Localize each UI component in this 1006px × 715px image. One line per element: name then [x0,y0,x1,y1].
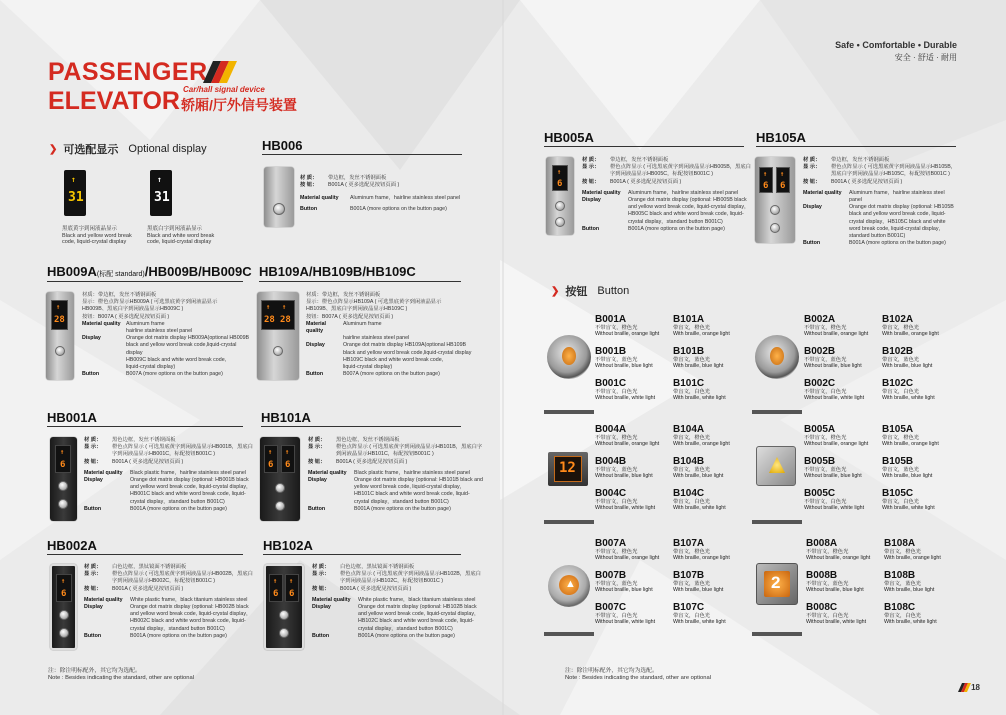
hb006-spec: 材 质： 带边框，发丝不锈钢面板 按 钮： B001A ( 更多选配见按钮页面 ) Material quality Aluminum frame，hairline stainless steel panel Button B001A (more options on the button page) [300,175,461,212]
page-number: 18 [971,683,980,692]
model-hb109: HB109A/HB109B/HB109C [259,264,416,279]
button-item: B002B 不带盲文，蓝色光 Without braille, blue light [804,346,862,370]
optional-display-heading [49,141,207,157]
down-button-icon [555,217,565,227]
model-hb005: HB005A [544,130,594,145]
divider [47,426,243,427]
down-button-icon [59,628,69,638]
button-b005-image [756,446,796,486]
button-item: B104C 带盲文，白色光 With braille, white light [673,488,726,512]
up-arrow-icon: ↑ [266,303,271,311]
up-arrow-icon: ↑ [557,168,562,176]
stripes-logo [203,61,239,83]
up-arrow-icon: ↑ [763,170,768,178]
hb009-panel: ↑ 28 [46,292,74,380]
divider [263,554,461,555]
hb001-spec: 材 质： 黑色边框，发丝不锈钢面板 显 示： 橙色点阵显示 ( 可选黑底黄字到闲液晶显示HB001B，黑底白字到闲液晶显示HB001C，标配按钮B001C ) 按 钮： B001A ( 更多选配见按钮页面 ) Material quality Black plastic frame，hairline stainless steel panel Display Orange dot matrix display (optional: HB001B black and yellow word break code, liquid-crystal display，HB001C black and white word break code, liquid-crystal display，standard button B001C) Button B001A (more options on the button page) [84,437,253,512]
button-heading [551,283,629,299]
model-hb006: HB006 [262,138,303,153]
button-item: B007A 不带盲文，橙色光 Without braille, orange light [595,538,660,562]
down-button-icon [279,628,289,638]
divider [544,410,594,414]
button-item: B107B 带盲文，蓝色光 With braille, blue light [673,570,724,594]
hb002-spec: 材 质： 白色边框，黑钛镜面不锈钢面板 显 示： 橙色点阵显示 ( 可选黑底黄字到闲液晶显示HB002B，黑底白字到闲液晶显示HB002C，标配按钮B001C ) 按 钮： B001A ( 更多选配见按钮页面 ) Material quality White plastic frame，black titanium stainless steel Display Orange dot matrix display (optional: HB002B black and yellow word break code, liquid-crystal display，HB002C black and white word break code, liquid-crystal display，standard button B001C) Button B001A (more options on the button page) [84,564,253,639]
up-button-icon [279,610,289,620]
up-arrow-icon: ↑ [157,175,162,184]
lcd-yellow-display: ↑ 31 [64,170,86,216]
hb101-panel: ↑ 6 ↑ 6 [260,437,300,521]
up-button-icon [275,483,285,493]
model-hb102: HB102A [263,538,313,553]
button-item: B008C 不带盲文，白色光 Without braille, white light [806,602,867,626]
tagline-cn: 安全 · 舒适 · 耐用 [894,53,957,62]
button-item: B105A 带盲文，橙色光 With braille, orange light [882,424,939,448]
button-item: B001A 不带盲文，橙色光 Without braille, orange light [595,314,660,338]
hb102-spec: 材 质： 白色边框，黑钛镜面不锈钢面板 显 示： 橙色点阵显示 ( 可选黑底黄字到闲液晶显示HB102B，黑底白字到闲液晶显示HB102C，标配按钮B001C ) 按 钮： B001A ( 更多选配见按钮页面 ) Material quality White plastic frame，black titanium stainless steel Display Orange dot matrix display (optional: HB102B black and yellow word break code, liquid-crystal display，HB102C black and white word break code, liquid-crystal display，standard button B001C) Button B001A (more options on the button page) [312,564,481,639]
button-item: B001B 不带盲文，蓝色光 Without braille, blue light [595,346,653,370]
hb009-spec: 材质：带边框，发丝不锈钢面板 显示：橙色点阵显示HB009A ( 可选黑底黄字到闲液晶显示 HB009B、黑底白字到闲液晶显示HB009C ) 按钮：B007A ( 更多选配见按钮页面 ) Material quality Aluminum frame hairline stainless steel panel Display Orange dot matrix display HB009A(optional HB009B black and yellow word break code,liquid-crystal display HB009C black and white word break code, liquid-crystal display) Button B007A (more options on the button page) [82,292,250,378]
button-b001-image [547,335,591,379]
divider [47,554,243,555]
button-item: B001C 不带盲文，白色光 Without braille, white light [595,378,656,402]
button-item: B007C 不带盲文，白色光 Without braille, white light [595,602,656,626]
button-item: B105B 带盲文，蓝色光 With braille, blue light [882,456,933,480]
button-b007-image [548,565,590,607]
up-arrow-icon: ↑ [780,170,785,178]
divider [752,410,802,414]
call-button-icon [273,346,283,356]
button-b008-image: 2 [756,563,798,605]
hb002-panel: ↑ 6 [50,564,77,650]
hb001-panel: ↑ 6 [50,437,77,521]
heading-en: Button [597,285,630,297]
button-item: B002A 不带盲文，橙色光 Without braille, orange light [804,314,869,338]
lcd-white-display: ↑ 31 [150,170,172,216]
up-arrow-icon: ↑ [289,577,294,585]
hb101-spec: 材 质： 黑色边框，发丝不锈钢面板 显 示： 橙色点阵显示 ( 可选黑底黄字到闲液晶显示HB101B，黑底白字到闲液晶显示HB101C，标配按钮B001C ) 按 钮： B001A ( 更多选配见按钮页面 ) Material quality Black plastic frame，hairline stainless steel panel Display Orange dot matrix display (optional: HB101B black and yellow word break code, liquid-crystal display，HB101C black and white word break code, liquid-crystal display，standard button B001C) Button B001A (more options on the button page) [308,437,483,512]
down-button-icon [770,223,780,233]
up-arrow-icon: ↑ [268,448,273,456]
button-item: B101C 带盲文，白色光 With braille, white light [673,378,726,402]
button-item: B102C 带盲文，白色光 With braille, white light [882,378,935,402]
divider [752,520,802,524]
hb105-spec: 材 质： 带边框，发丝不锈钢面板 显 示： 橙色点阵显示 ( 可选黑底黄字到闲液晶显示HB105B，黑底白字到闲液晶显示HB105C，标配按钮B001C ) 按 钮： B001A ( 更多选配见按钮页面 ) Material quality Aluminum frame，hairline stainless steel panel Display Orange dot matrix display (optional: HB105B black and yellow word break code, liquid-crystal display，HB105C black and white word break code, liquid-crystal display，standard button B001C) Button B001A (more options on the button page) [803,157,957,247]
up-button-icon [555,201,565,211]
stripes-small-icon [958,683,972,692]
button-item: B102B 带盲文，蓝色光 With braille, blue light [882,346,933,370]
button-b004-image: 12 [548,452,588,486]
divider [47,281,243,282]
button-item: B101B 带盲文，蓝色光 With braille, blue light [673,346,724,370]
button-item: B104B 带盲文，蓝色光 With braille, blue light [673,456,724,480]
hb005-panel: ↑ 6 [546,157,574,235]
title-elevator: ELEVATOR [48,87,180,115]
hb005-spec: 材 质： 带边框，发丝不锈钢面板 显 示： 橙色点阵显示 ( 可选黑底黄字到闲液晶显示HB005B，黑底白字到闲液晶显示HB005C，标配按钮B001C ) 按 钮： B001A ( 更多选配见按钮页面 ) Material quality Aluminum frame，hairline stainless steel panel Display Orange dot matrix display (optional: HB005B black and yellow word break code, liquid-crystal display，HB005C black and white word break code, liquid-crystal display，standard button B001C) Button B001A (more options on the button page) [582,157,751,232]
button-item: B104A 带盲文，橙色光 With braille, orange light [673,424,730,448]
model-hb009: HB009A(标配 standard)/HB009B/HB009C [47,264,252,279]
button-item: B108C 带盲文，白色光 With braille, white light [884,602,937,626]
button-item: B108B 带盲文，蓝色光 With braille, blue light [884,570,935,594]
button-item: B107A 带盲文，橙色光 With braille, orange light [673,538,730,562]
model-hb105: HB105A [756,130,806,145]
heading-cn: 按钮 [565,286,588,298]
button-item: B005B 不带盲文，蓝色光 Without braille, blue light [804,456,862,480]
divider [544,146,744,147]
divider [261,426,461,427]
up-arrow-icon: ↑ [61,577,66,585]
hb006-panel [264,167,294,227]
button-item: B007B 不带盲文，蓝色光 Without braille, blue light [595,570,653,594]
arrow-icon: ❯ [49,143,58,155]
up-arrow-icon: ↑ [56,303,61,311]
hb109-panel: ↑ 28 ↑ 28 [257,292,299,380]
button-item: B107C 带盲文，白色光 With braille, white light [673,602,726,626]
divider [752,632,802,636]
down-button-icon [275,501,285,511]
tagline-en: Safe • Comfortable • Durable [835,40,957,50]
note-left: 注：除注明标配外，其它均为选配。 Note : Besides indicating the standard, other are optional [48,668,194,681]
button-item: B004B 不带盲文，蓝色光 Without braille, blue light [595,456,653,480]
call-button-icon [55,346,65,356]
button-item: B004A 不带盲文，橙色光 Without braille, orange light [595,424,660,448]
hb109-spec: 材质：带边框，发丝不锈钢面板 显示：橙色点阵显示HB109A ( 可选黑底黄字到闲液晶显示 HB109B、黑底白字到闲液晶显示HB109C ) 按钮：B007A ( 更多选配见按钮页面 ) Material quality Aluminum frame hairline stainless steel panel Display Orange dot matrix display HB109A(optional HB109B black and yellow word break code,liquid-crystal display HB109C black and white word break code, liquid-crystal display) Button B007A (more options on the button page) [306,292,472,378]
arrow-icon: ❯ [551,285,560,297]
display-caption-white: 黑底白字到闲液晶显示 Black and white word break code, liquid-crystal display [147,226,215,245]
button-item: B004C 不带盲文，白色光 Without braille, white light [595,488,656,512]
up-button-icon [770,205,780,215]
button-item: B005A 不带盲文，橙色光 Without braille, orange light [804,424,869,448]
up-arrow-icon: ↑ [273,577,278,585]
up-arrow-icon: ↑ [60,448,65,456]
up-arrow-icon: ↑ [71,175,76,184]
model-hb001: HB001A [47,410,97,425]
button-item: B002C 不带盲文，白色光 Without braille, white light [804,378,865,402]
button-item: B105C 带盲文，白色光 With braille, white light [882,488,935,512]
divider [756,146,956,147]
display-caption-yellow: 黑底黄字到闲液晶显示 Black and yellow word break code, liquid-crystal display [62,226,132,245]
up-button-icon [58,481,68,491]
subtitle-en: Car/hall signal device [183,85,265,94]
divider [544,632,594,636]
button-item: B102A 带盲文，橙色光 With braille, orange light [882,314,939,338]
up-arrow-icon: ↑ [285,448,290,456]
up-button-icon [59,610,69,620]
subtitle-cn: 轿厢/厅外信号装置 [181,97,297,113]
call-button-icon [273,203,285,215]
model-hb002: HB002A [47,538,97,553]
down-button-icon [58,499,68,509]
up-arrow-icon: ↑ [282,303,287,311]
divider [259,281,461,282]
button-item: B008A 不带盲文，橙色光 Without braille, orange light [806,538,871,562]
up-arrow-icon: ▲ [565,578,576,590]
divider [262,154,462,155]
bell-icon [769,457,785,473]
model-hb101: HB101A [261,410,311,425]
hb102-panel: ↑ 6 ↑ 6 [264,564,304,650]
heading-en: Optional display [128,143,207,155]
title-passenger: PASSENGER [48,58,208,86]
hb105-panel: ↑ 6 ↑ 6 [755,157,795,243]
divider [544,520,594,524]
button-item: B101A 带盲文，橙色光 With braille, orange light [673,314,730,338]
button-b002-image [755,335,799,379]
button-item: B008B 不带盲文，蓝色光 Without braille, blue light [806,570,864,594]
heading-cn: 可选配显示 [63,144,119,156]
button-item: B108A 带盲文，橙色光 With braille, orange light [884,538,941,562]
note-right: 注：除注明标配外，其它均为选配。 Note : Besides indicating the standard, other are optional [565,668,711,681]
button-item: B005C 不带盲文，白色光 Without braille, white light [804,488,865,512]
